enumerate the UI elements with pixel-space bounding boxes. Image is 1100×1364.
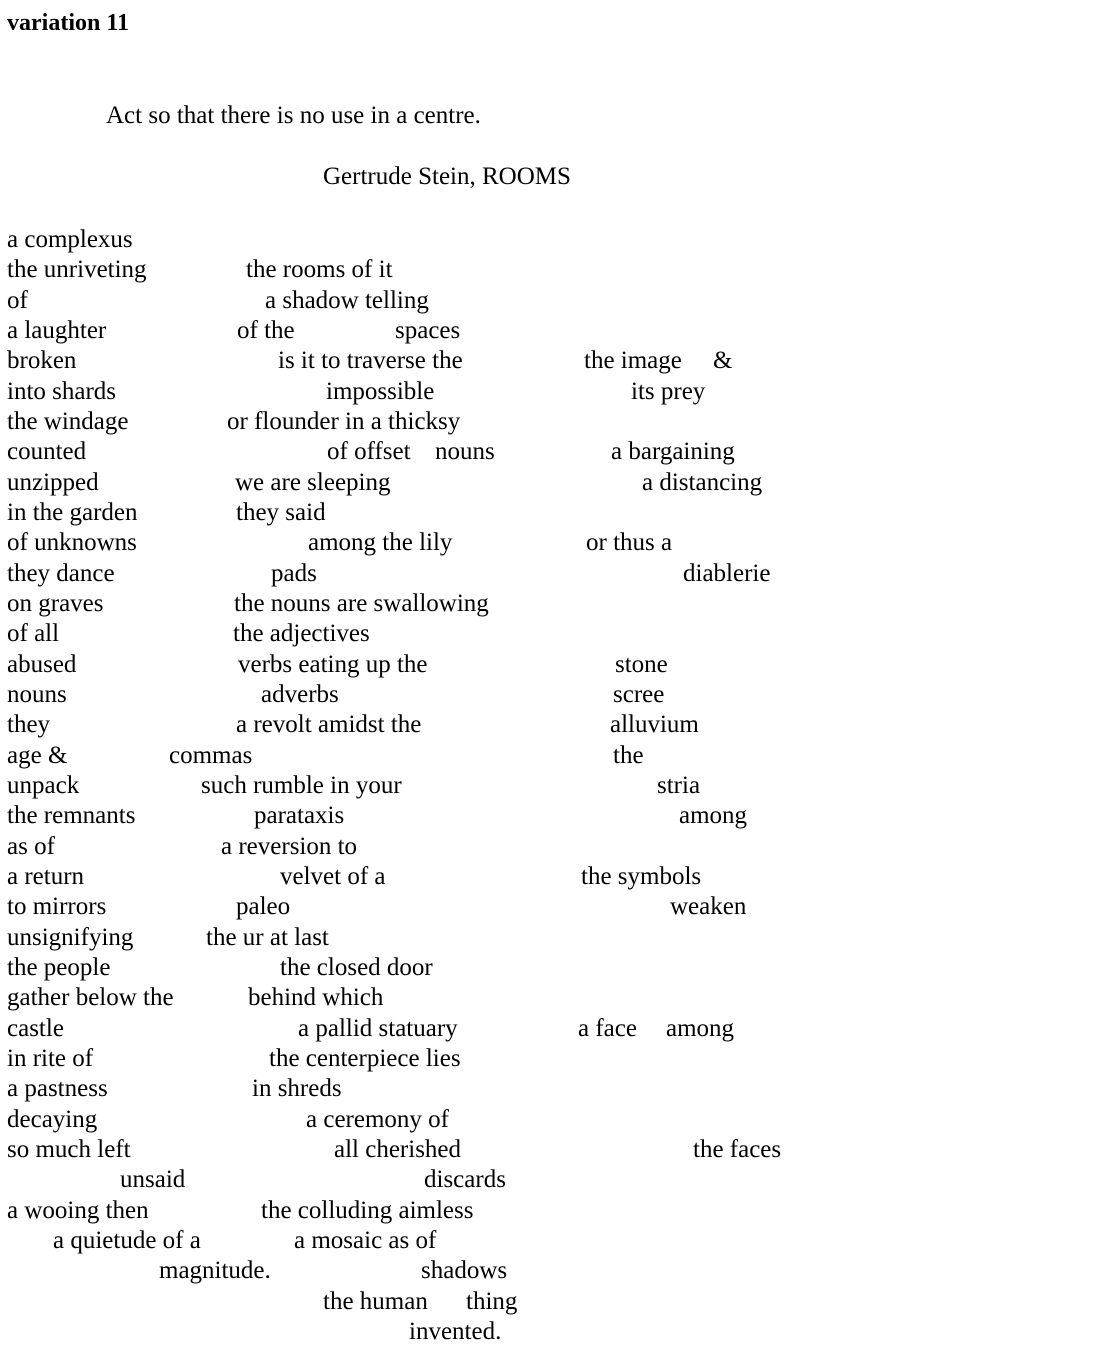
poem-fragment: invented. xyxy=(409,1318,502,1345)
poem-fragment: the image xyxy=(584,347,682,374)
poem-fragment: the centerpiece lies xyxy=(269,1045,461,1072)
poem-fragment: a bargaining xyxy=(611,438,735,465)
poem-fragment: age & xyxy=(7,742,68,769)
poem-fragment: unsaid xyxy=(120,1166,186,1193)
poem-fragment: stone xyxy=(615,651,668,678)
poem-fragment: or thus a xyxy=(586,529,673,556)
page-title: variation 11 xyxy=(7,10,130,36)
poem-fragment: to mirrors xyxy=(7,893,107,920)
poem-fragment: all cherished xyxy=(334,1136,462,1163)
poem-fragment: they xyxy=(7,711,51,738)
poem-fragment: the windage xyxy=(7,408,129,435)
poem-fragment: commas xyxy=(169,742,253,769)
poem-fragment: gather below the xyxy=(7,984,174,1011)
poem-fragment: among the lily xyxy=(308,529,453,556)
epigraph-attribution: Gertrude Stein, ROOMS xyxy=(323,163,571,190)
poem-fragment: alluvium xyxy=(610,711,699,738)
poem-fragment: unzipped xyxy=(7,469,99,496)
poem-fragment: the xyxy=(613,742,644,769)
poem-fragment: a distancing xyxy=(642,469,763,496)
poem-fragment: a reversion to xyxy=(221,833,358,860)
poem-fragment: a pastness xyxy=(7,1075,108,1102)
poem-fragment: scree xyxy=(613,681,665,708)
poem-fragment: broken xyxy=(7,347,77,374)
poem-fragment: castle xyxy=(7,1015,64,1042)
poem-fragment: of all xyxy=(7,620,60,647)
poem-fragment: decaying xyxy=(7,1106,98,1133)
poem-fragment: in shreds xyxy=(252,1075,342,1102)
poem-fragment: discards xyxy=(424,1166,506,1193)
poem-fragment: a wooing then xyxy=(7,1197,149,1224)
poem-fragment: verbs eating up the xyxy=(238,651,428,678)
poem-fragment: we are sleeping xyxy=(235,469,391,496)
poem-fragment: parataxis xyxy=(254,802,345,829)
poem-fragment: nouns xyxy=(435,438,495,465)
poem-fragment: so much left xyxy=(7,1136,131,1163)
poem-fragment: & xyxy=(713,347,733,374)
poem-fragment: of xyxy=(7,287,28,314)
poem-fragment: a complexus xyxy=(7,226,133,253)
poem-fragment: the remnants xyxy=(7,802,136,829)
poem-fragment: the colluding aimless xyxy=(261,1197,474,1224)
poem-fragment: a face xyxy=(578,1015,637,1042)
poem-fragment: the people xyxy=(7,954,111,981)
poem-fragment: the faces xyxy=(693,1136,782,1163)
poem-fragment: abused xyxy=(7,651,77,678)
poem-fragment: spaces xyxy=(395,317,461,344)
poem-fragment: pads xyxy=(271,560,317,587)
poem-fragment: diablerie xyxy=(683,560,771,587)
poem-fragment: velvet of a xyxy=(280,863,386,890)
poem-fragment: thing xyxy=(466,1288,518,1315)
poem-fragment: such rumble in your xyxy=(201,772,402,799)
poem-fragment: weaken xyxy=(670,893,747,920)
poem-fragment: a quietude of a xyxy=(53,1227,201,1254)
poem-fragment: among xyxy=(666,1015,735,1042)
poem-fragment: among xyxy=(679,802,748,829)
poem-fragment: they said xyxy=(236,499,326,526)
poem-fragment: the nouns are swallowing xyxy=(234,590,489,617)
poem-fragment: they dance xyxy=(7,560,115,587)
epigraph-quote: Act so that there is no use in a centre. xyxy=(106,102,481,129)
poem-fragment: a shadow telling xyxy=(265,287,429,314)
poem-fragment: a revolt amidst the xyxy=(236,711,422,738)
poem-fragment: in the garden xyxy=(7,499,138,526)
poem-fragment: the adjectives xyxy=(233,620,370,647)
poem-fragment: adverbs xyxy=(261,681,339,708)
poem-fragment: in rite of xyxy=(7,1045,94,1072)
poem-fragment: paleo xyxy=(236,893,291,920)
poem-fragment: a return xyxy=(7,863,85,890)
poem-fragment: shadows xyxy=(421,1257,508,1284)
poem-fragment: its prey xyxy=(631,378,706,405)
poem-fragment: unsignifying xyxy=(7,924,134,951)
poem-fragment: of offset xyxy=(327,438,411,465)
poem-fragment: a pallid statuary xyxy=(298,1015,458,1042)
poem-fragment: or flounder in a thicksy xyxy=(227,408,461,435)
poem-fragment: the human xyxy=(323,1288,428,1315)
poem-fragment: the unriveting xyxy=(7,256,147,283)
poem-fragment: of the xyxy=(237,317,295,344)
poem-fragment: nouns xyxy=(7,681,67,708)
poem-fragment: behind which xyxy=(248,984,384,1011)
poem-fragment: magnitude. xyxy=(159,1257,271,1284)
poem-fragment: into shards xyxy=(7,378,117,405)
poem-fragment: impossible xyxy=(326,378,435,405)
poem-fragment: of unknowns xyxy=(7,529,137,556)
poem-fragment: as of xyxy=(7,833,55,860)
poem-fragment: the symbols xyxy=(581,863,702,890)
poem-fragment: counted xyxy=(7,438,87,465)
poem-fragment: the rooms of it xyxy=(246,256,393,283)
poem-fragment: unpack xyxy=(7,772,80,799)
poem-fragment: the ur at last xyxy=(206,924,329,951)
poem-fragment: a ceremony of xyxy=(306,1106,449,1133)
poem-fragment: on graves xyxy=(7,590,104,617)
poem-fragment: stria xyxy=(657,772,701,799)
poem-fragment: is it to traverse the xyxy=(278,347,463,374)
poem-fragment: a mosaic as of xyxy=(294,1227,437,1254)
poem-fragment: the closed door xyxy=(280,954,433,981)
poem-fragment: a laughter xyxy=(7,317,107,344)
